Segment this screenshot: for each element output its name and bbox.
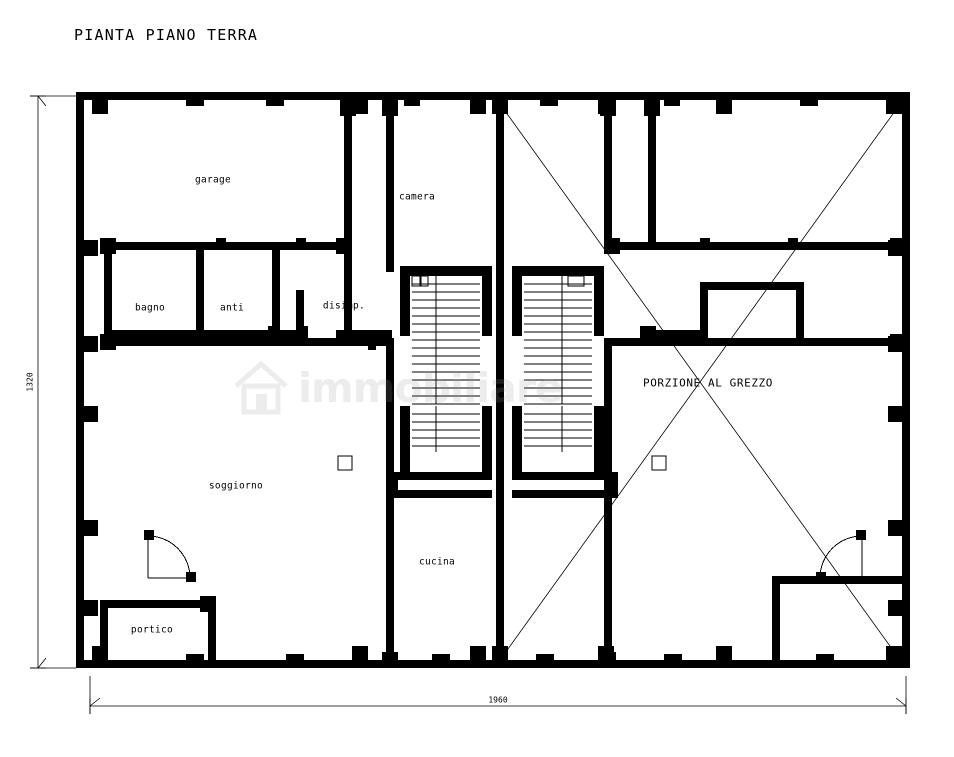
watermark-text: immobiliare [298,363,562,412]
page-title: PIANTA PIANO TERRA [74,26,259,44]
dimension-width-label: 1960 [488,695,508,705]
room-label-camera: camera [398,191,436,203]
room-label-cucina: cucina [418,556,456,568]
room-label-bagno: bagno [134,302,166,314]
dimension-height-label: 1320 [25,372,35,392]
room-label-soggiorno: soggiorno [208,480,264,492]
room-label-porzione-al-grezzo: PORZIONE AL GREZZO [642,376,774,390]
room-label-garage: garage [194,174,232,186]
room-label-disimpegno: disimp. [322,300,366,312]
room-label-portico: portico [130,624,174,636]
room-label-anti: anti [219,302,245,314]
